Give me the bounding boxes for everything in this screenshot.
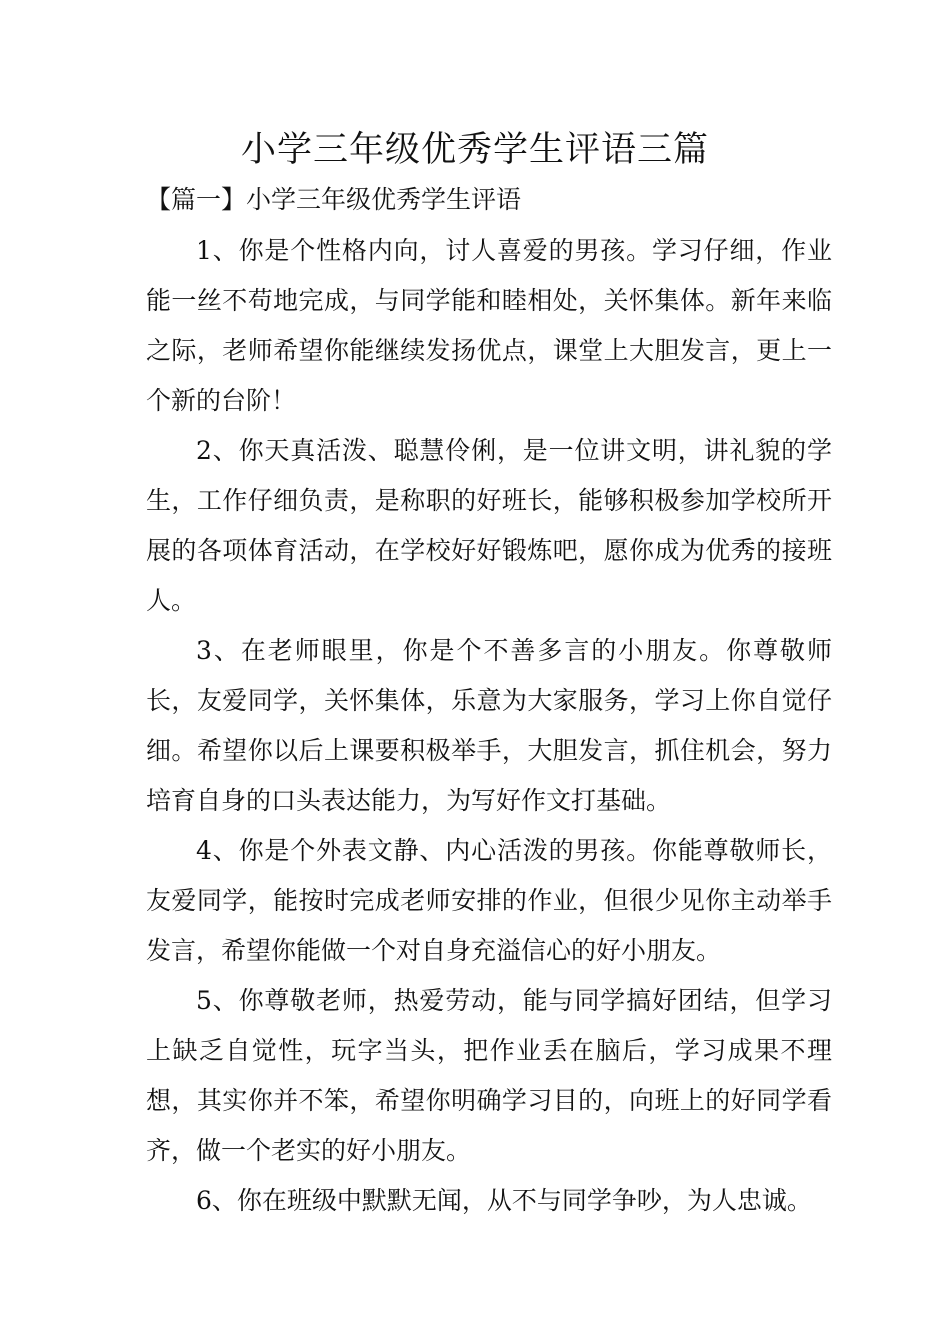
paragraph-2: 2、你天真活泼、聪慧伶俐，是一位讲文明，讲礼貌的学生，工作仔细负责，是称职的好班长，能够积极参加学校所开展的各项体育活动，在学校好好锻炼吧，愿你成为优秀的接班人。 (146, 436, 832, 615)
paragraph-4: 4、你是个外表文静、内心活泼的男孩。你能尊敬师长，友爱同学，能按时完成老师安排的作业，但很少见你主动举手发言，希望你能做一个对自身充溢信心的好小朋友。 (146, 836, 832, 965)
paragraph-3: 3、在老师眼里，你是个不善多言的小朋友。你尊敬师长，友爱同学，关怀集体，乐意为大家服务，学习上你自觉仔细。希望你以后上课要积极举手，大胆发言，抓住机会，努力培育自身的口头表达能力，为写好作文打基础。 (146, 636, 832, 815)
document-body (146, 226, 832, 1226)
document-title: 小学三年级优秀学生评语三篇 (240, 130, 709, 170)
paragraph-1: 1、你是个性格内向，讨人喜爱的男孩。学习仔细，作业能一丝不苟地完成，与同学能和睦相处，关怀集体。新年来临之际，老师希望你能继续发扬优点，课堂上大胆发言，更上一个新的台阶！ (146, 236, 832, 415)
paragraph-6: 6、你在班级中默默无闻，从不与同学争吵，为人忠诚。 (196, 1186, 812, 1215)
section-heading: 【篇一】小学三年级优秀学生评语 (146, 185, 522, 214)
paragraph-5: 5、你尊敬老师，热爱劳动，能与同学搞好团结，但学习上缺乏自觉性，玩字当头，把作业丢在脑后，学习成果不理想，其实你并不笨，希望你明确学习目的，向班上的好同学看齐，做一个老实的好小朋友。 (146, 986, 832, 1165)
